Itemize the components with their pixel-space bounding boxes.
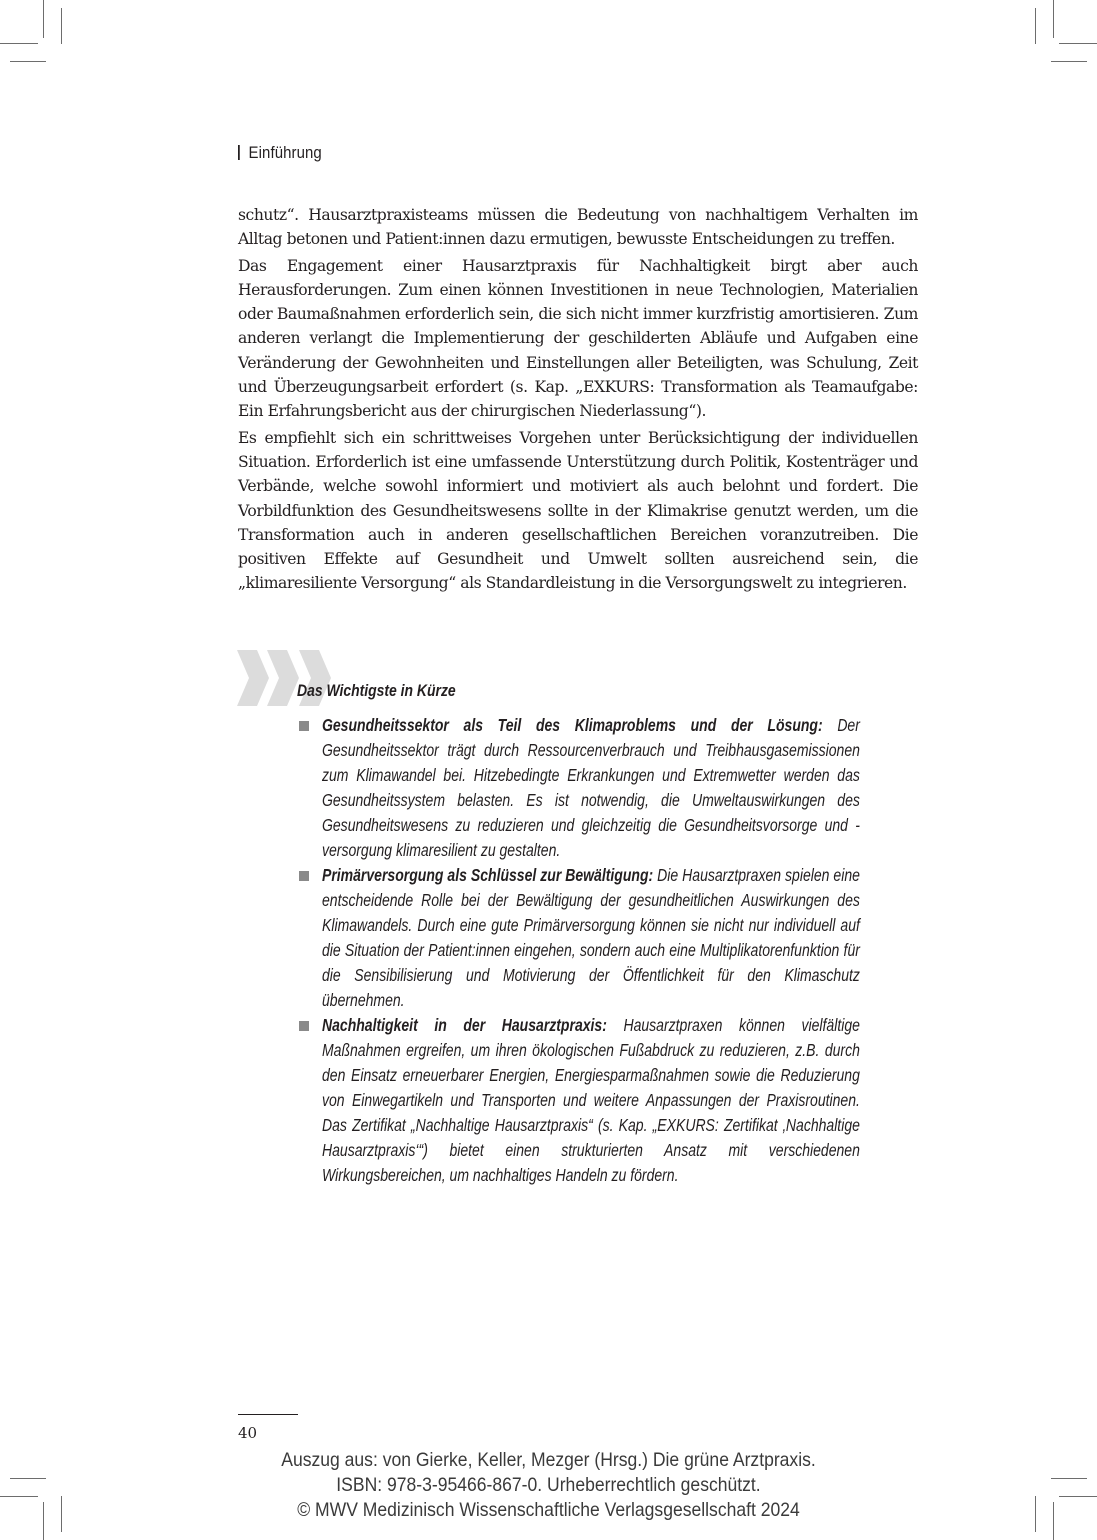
item-text bbox=[322, 863, 860, 1013]
crop-mark bbox=[0, 43, 38, 44]
list-item bbox=[297, 713, 937, 863]
item-heading: Primärversorgung als Schlüssel zur Bewältigung: bbox=[322, 865, 654, 885]
item-body: Die Hausarztpraxen spielen eine entscheidende Rolle bei der Bewältigung der gesundheitlichen Auswirkungen des Klimawandels. Durch eine gute Primärversorgung können sie nicht nur individuell auf die Situation der Patient:innen eingehen, sondern auch eine Multiplikatorenfunktion für die Sensibilisierung und Motivierung der Öffentlichkeit für den Klimaschutz übernehmen. bbox=[322, 865, 860, 1010]
item-heading: Gesundheitssektor als Teil des Klimaproblems und der Lösung: bbox=[322, 715, 823, 735]
crop-mark bbox=[43, 0, 44, 38]
item-body: Der Gesundheitssektor trägt durch Ressourcenverbrauch und Treibhausgasemissionen zum Klimawandel bei. Hitzebedingte Erkrankungen und Extremwetter werden das Gesundheitssystem belasten. Es ist notwendig, die Umweltauswirkungen des Gesundheitswesens zu reduzieren und gleichzeitig die Gesundheitsvorsorge und -versorgung klimaresilient zu gestalten. bbox=[322, 715, 860, 860]
square-bullet-icon bbox=[299, 871, 309, 881]
summary-title: Das Wichtigste in Kürze bbox=[297, 681, 456, 700]
chapter-marker bbox=[238, 145, 240, 160]
square-bullet-icon bbox=[299, 1021, 309, 1031]
paragraph: Das Engagement einer Hausarztpraxis für Nachhaltigkeit birgt aber auch Herausforderungen. Zum einen können Investitionen in neue Technologien, Materialien oder Baumaßnahmen erforderlich sein, die sich nicht immer kurzfristig amortisieren. Zum anderen verlangt die Implementierung der geschilderten Abläufe und Aufgaben eine Veränderung der Gewohnheiten und Einstellungen aller Beteiligten, was Schulung, Zeit und Überzeugungsarbeit erfordert (s. Kap. „EXKURS: Transformation als Teamaufgabe: Ein Erfahrungsbericht aus der chirurgischen Niederlassung“). bbox=[238, 256, 918, 421]
footer-rule bbox=[238, 1414, 298, 1415]
summary-list bbox=[297, 713, 937, 1188]
item-text bbox=[322, 1013, 860, 1188]
item-body: Hausarztpraxen können vielfältige Maßnahmen ergreifen, um ihren ökologischen Fußabdruck zu reduzieren, z.B. durch den Einsatz erneuerbarer Energien, Energiesparmaßnahmen sowie die Reduzierung von Einwegartikeln und Transporten und weitere Anpassungen der Praxisroutinen. Das Zertifikat „Nachhaltige Hausarztpraxis“ (s. Kap. „EXKURS: Zertifikat ‚Nachhaltige Hausarztpraxis‘“) bietet einen strukturierten Ansatz mit verschiedenen Wirkungsbereichen, um nachhaltiges Handeln zu fördern. bbox=[322, 1015, 860, 1185]
square-bullet-icon bbox=[299, 721, 309, 731]
copyright-notice bbox=[0, 1448, 1097, 1523]
copyright-line: Auszug aus: von Gierke, Keller, Mezger (Hrsg.) Die grüne Arztpraxis. bbox=[281, 1449, 816, 1471]
paragraph: Es empfiehlt sich ein schrittweises Vorgehen unter Berücksichtigung der individuellen Situation. Erforderlich ist eine umfassende Unterstützung durch Politik, Kostenträger und Verbände, welche sowohl informiert und motiviert als auch belohnt und fordert. Die Vorbildfunktion des Gesundheitswesens sollte in der Klimakrise genutzt werden, um die Transformation auch in anderen gesellschaftlichen Bereichen voranzutreiben. Die positiven Effekte auf Gesundheit und Umwelt sollten ausreichend sein, die „klimaresiliente Versorgung“ als Standardleistung in die Versorgungswelt zu integrieren. bbox=[238, 428, 918, 593]
crop-mark bbox=[1059, 43, 1097, 44]
list-item bbox=[297, 863, 937, 1013]
item-text bbox=[322, 713, 860, 863]
list-item bbox=[297, 1013, 937, 1188]
running-head bbox=[238, 143, 322, 163]
item-heading: Nachhaltigkeit in der Hausarztpraxis: bbox=[322, 1015, 607, 1035]
crop-mark bbox=[61, 8, 62, 44]
crop-mark bbox=[1035, 8, 1036, 44]
crop-mark bbox=[10, 61, 46, 62]
paragraph: schutz“. Hausarztpraxisteams müssen die Bedeutung von nachhaltigem Verhalten im Alltag betonen und Patient:innen dazu ermutigen, bewusste Entscheidungen zu treffen. bbox=[238, 206, 918, 249]
crop-mark bbox=[1053, 0, 1054, 38]
body-text bbox=[238, 203, 918, 598]
chapter-title: Einführung bbox=[248, 143, 322, 162]
crop-mark bbox=[1051, 61, 1087, 62]
copyright-line: ISBN: 978-3-95466-867-0. Urheberrechtlich geschützt. bbox=[336, 1474, 761, 1496]
page-number: 40 bbox=[238, 1424, 258, 1442]
copyright-line: © MWV Medizinisch Wissenschaftliche Verlagsgesellschaft 2024 bbox=[297, 1499, 800, 1521]
